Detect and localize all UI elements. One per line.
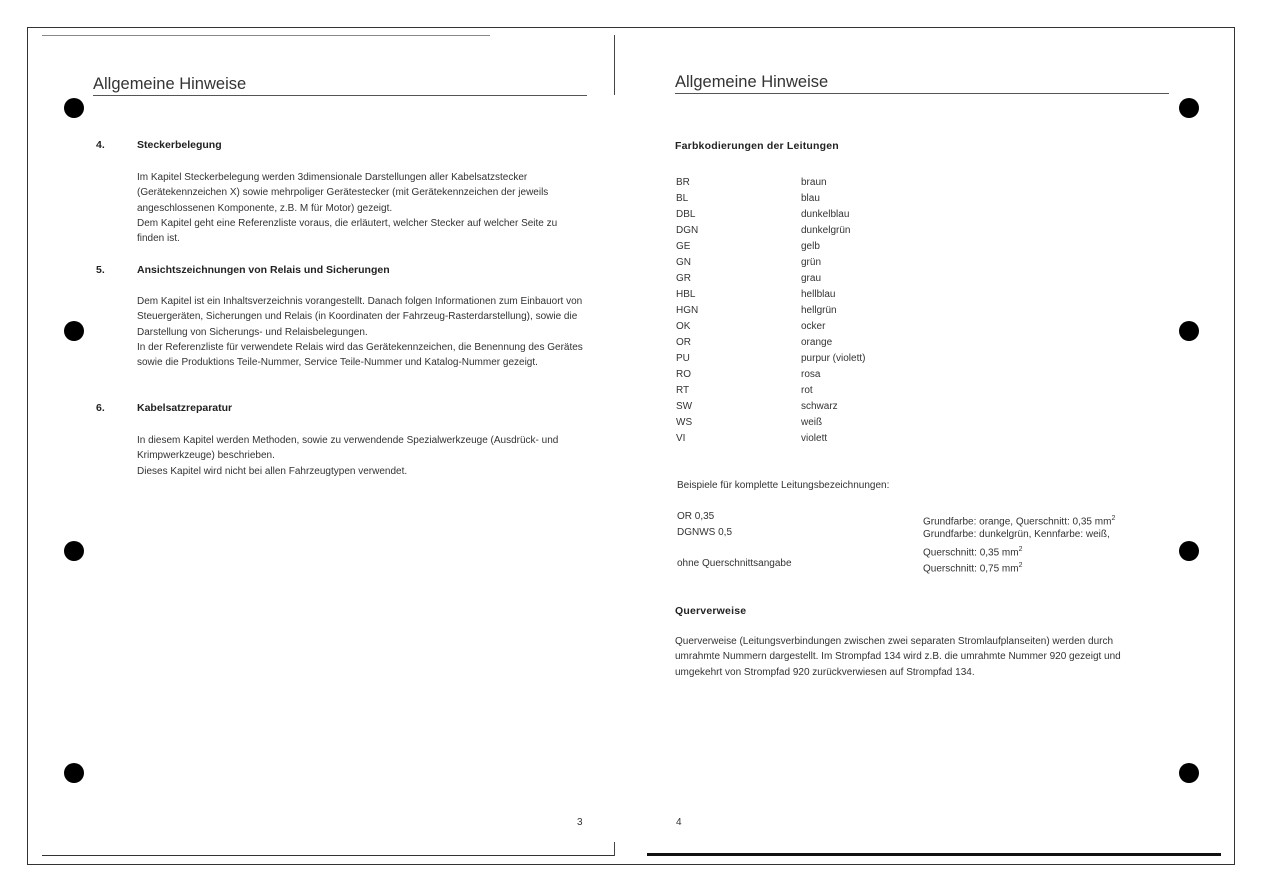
punch-hole bbox=[1179, 98, 1199, 118]
section-body bbox=[137, 433, 587, 479]
color-code: GE bbox=[676, 241, 691, 252]
color-codes-heading: Farbkodierungen der Leitungen bbox=[675, 140, 839, 152]
color-name: violett bbox=[801, 433, 828, 444]
color-name: orange bbox=[801, 337, 833, 348]
superscript: 2 bbox=[1018, 562, 1023, 569]
section-body bbox=[137, 294, 587, 370]
paragraph: Dieses Kapitel wird nicht bei allen Fahrzeugtypen verwendet. bbox=[137, 465, 408, 477]
page-gutter-top bbox=[614, 35, 615, 95]
punch-hole bbox=[64, 321, 84, 341]
paragraph: In der Referenzliste für verwendete Relais wird das Gerätekennzeichen, die Benennung des Gerätes sowie die Produktions Teile-Nummer, Service Teile-Nummer und Katalog-Nummer gezeigt. bbox=[137, 341, 583, 369]
color-code: SW bbox=[676, 401, 693, 412]
color-code: BR bbox=[676, 177, 690, 188]
bottom-edge-rule-left bbox=[42, 855, 614, 856]
right-title-rule bbox=[675, 93, 1169, 94]
color-name: schwarz bbox=[801, 401, 838, 412]
color-code: VI bbox=[676, 433, 686, 444]
right-page-title: Allgemeine Hinweise bbox=[675, 73, 829, 91]
page-gutter-bottom bbox=[614, 842, 615, 856]
color-code: OR bbox=[676, 337, 691, 348]
color-code: OK bbox=[676, 321, 691, 332]
color-name: blau bbox=[801, 193, 820, 204]
color-name: weiß bbox=[801, 417, 823, 428]
paragraph: In diesem Kapitel werden Methoden, sowie zu verwendende Spezialwerkzeuge (Ausdrück- und Krimpwerkzeuge) beschrieben. bbox=[137, 435, 559, 462]
color-name: grün bbox=[801, 257, 822, 268]
color-code: PU bbox=[676, 353, 690, 364]
page-number: 4 bbox=[676, 817, 682, 828]
color-name: hellgrün bbox=[801, 305, 837, 316]
color-code: DBL bbox=[676, 209, 696, 220]
color-name: gelb bbox=[801, 241, 820, 252]
color-name: hellblau bbox=[801, 289, 836, 300]
example-desc-text: Querschnitt: 0,75 mm bbox=[923, 563, 1019, 575]
punch-hole bbox=[64, 763, 84, 783]
left-page-title: Allgemeine Hinweise bbox=[93, 75, 247, 93]
punch-hole bbox=[1179, 763, 1199, 783]
punch-hole bbox=[1179, 321, 1199, 341]
color-name: purpur (violett) bbox=[801, 353, 866, 364]
section-heading: Steckerbelegung bbox=[137, 139, 222, 151]
color-name: rot bbox=[801, 385, 813, 396]
paragraph: Im Kapitel Steckerbelegung werden 3dimensionale Darstellungen aller Kabelsatzstecker (Gerätekennzeichen X) sowie mehrpoliger Gerätestecker (mit Gerätekennzeichen der jeweils angeschlossenen Komponente, z.B. M für Motor) gezeigt. bbox=[137, 172, 549, 214]
section-body bbox=[137, 170, 587, 246]
punch-hole bbox=[64, 541, 84, 561]
section-number: 6. bbox=[96, 402, 105, 414]
color-name: dunkelgrün bbox=[801, 225, 851, 236]
example-label: OR 0,35 bbox=[677, 511, 715, 522]
color-code: HBL bbox=[676, 289, 696, 300]
color-code: GR bbox=[676, 273, 691, 284]
section-number: 5. bbox=[96, 264, 105, 276]
section-heading: Kabelsatzreparatur bbox=[137, 402, 233, 414]
color-code: DGN bbox=[676, 225, 699, 236]
example-desc-text: Grundfarbe: orange, Querschnitt: 0,35 mm bbox=[923, 516, 1112, 528]
example-label: DGNWS 0,5 bbox=[677, 527, 733, 538]
top-edge-rule-left bbox=[42, 35, 490, 36]
crossref-text: Querverweise (Leitungsverbindungen zwischen zwei separaten Stromlaufplanseiten) werden durch umrahmte Nummern dargestellt. Im Strompfad 134 wird z.B. die umrahmte Nummer 920 gezeigt und umgekehrt von Strompfad 920 zurückverwiesen auf Strompfad 134. bbox=[675, 636, 1121, 678]
color-code: HGN bbox=[676, 305, 699, 316]
color-code-table bbox=[676, 177, 1076, 452]
left-title-rule bbox=[93, 95, 587, 96]
section-number: 4. bbox=[96, 139, 105, 151]
bottom-edge-rule-right bbox=[647, 853, 1221, 856]
section-heading: Ansichtszeichnungen von Relais und Sicherungen bbox=[137, 264, 390, 276]
page-number: 3 bbox=[577, 817, 583, 828]
color-code: WS bbox=[676, 417, 693, 428]
color-code: RO bbox=[676, 369, 691, 380]
superscript: 2 bbox=[1018, 546, 1023, 553]
color-code: RT bbox=[676, 385, 690, 396]
punch-hole bbox=[64, 98, 84, 118]
color-name: grau bbox=[801, 273, 822, 284]
examples-intro: Beispiele für komplette Leitungsbezeichnungen: bbox=[677, 480, 890, 491]
superscript: 2 bbox=[1111, 515, 1116, 522]
example-desc bbox=[923, 558, 1153, 576]
color-name: rosa bbox=[801, 369, 821, 380]
color-code: GN bbox=[676, 257, 691, 268]
paragraph: Dem Kapitel ist ein Inhaltsverzeichnis vorangestellt. Danach folgen Informationen zum Einbauort von Steuergeräten, Sicherungen und Relais (in Koordinaten der Fahrzeug-Rasterdarstellung), sowie die Darstellung von Sicherungs- und Relaisbelegungen. bbox=[137, 296, 583, 338]
example-label: ohne Querschnittsangabe bbox=[677, 558, 792, 569]
paragraph: Dem Kapitel geht eine Referenzliste voraus, die erläutert, welcher Stecker auf welcher Seite zu finden ist. bbox=[137, 217, 558, 245]
crossref-heading: Querverweise bbox=[675, 605, 747, 617]
color-code: BL bbox=[676, 193, 689, 204]
color-name: dunkelblau bbox=[801, 209, 850, 220]
example-desc bbox=[923, 527, 1153, 560]
example-desc-text: Grundfarbe: dunkelgrün, Kennfarbe: weiß, Querschnitt: 0,35 mm bbox=[923, 529, 1110, 559]
color-name: ocker bbox=[801, 321, 826, 332]
punch-hole bbox=[1179, 541, 1199, 561]
color-name: braun bbox=[801, 177, 827, 188]
